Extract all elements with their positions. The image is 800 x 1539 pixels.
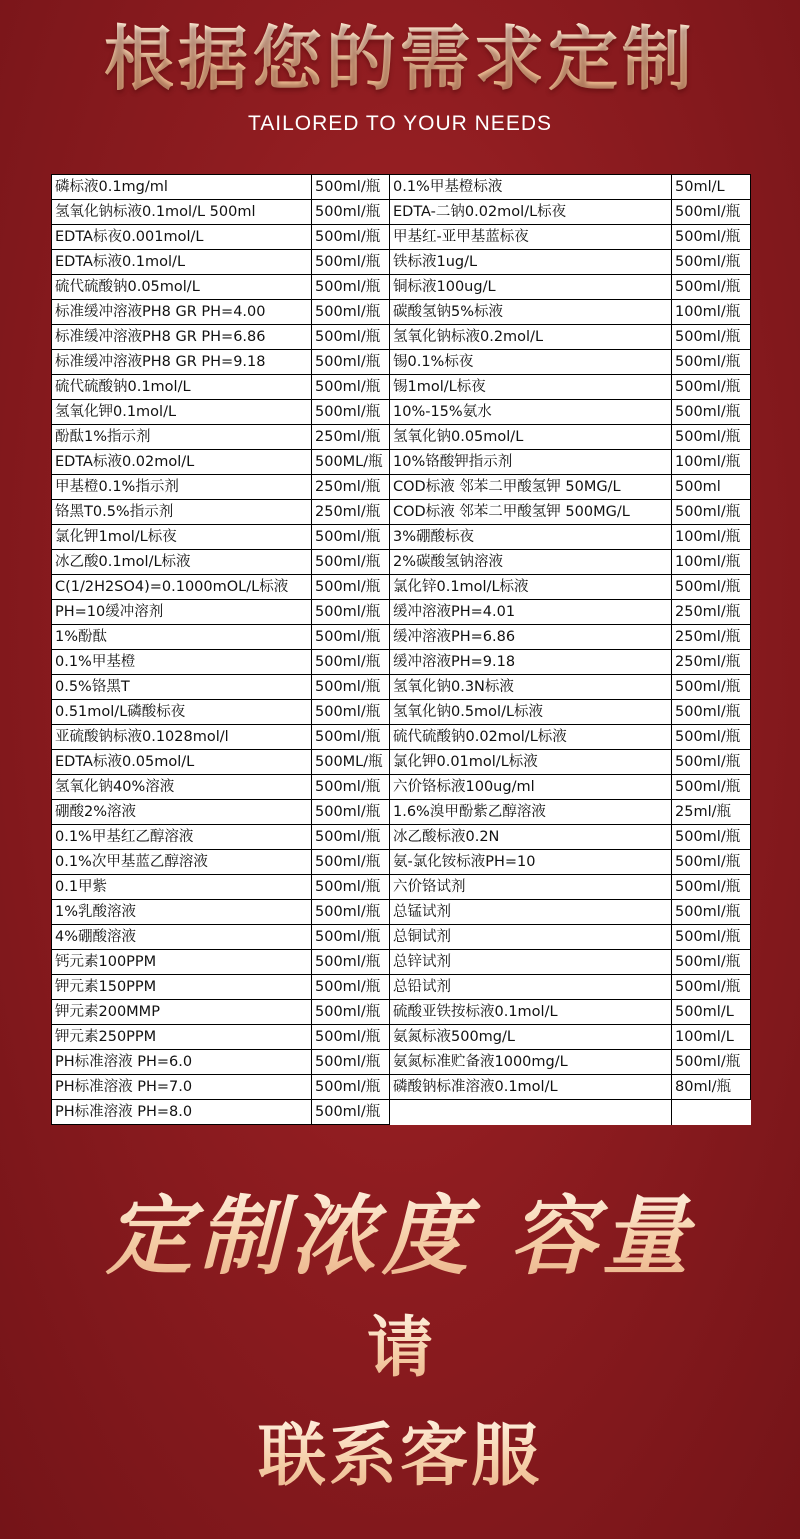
table-row: [52, 775, 751, 800]
product-spec-cell: 250ml/瓶: [672, 625, 751, 650]
table-row: [52, 975, 751, 1000]
table-row: [52, 925, 751, 950]
product-spec-cell: 500ml/瓶: [672, 350, 751, 375]
product-name-cell: 0.1%甲基红乙醇溶液: [52, 825, 312, 850]
product-name-cell: 氢氧化钠标液0.2mol/L: [390, 325, 672, 350]
product-spec-cell: 500ml: [672, 475, 751, 500]
product-spec-cell: 500ml/瓶: [312, 400, 390, 425]
product-spec-cell: 500ml/瓶: [672, 875, 751, 900]
product-name-cell: 六价铬标液100ug/ml: [390, 775, 672, 800]
product-name-cell: 总铜试剂: [390, 925, 672, 950]
product-spec-cell: 500ml/瓶: [312, 925, 390, 950]
table-row: [52, 900, 751, 925]
product-name-cell: 氨-氯化铵标液PH=10: [390, 850, 672, 875]
product-spec-cell: 250ml/瓶: [312, 500, 390, 525]
product-name-cell: 锡0.1%标夜: [390, 350, 672, 375]
product-spec-cell: 500ml/瓶: [672, 725, 751, 750]
product-spec-cell: 500ml/瓶: [672, 575, 751, 600]
table-row: [52, 325, 751, 350]
product-spec-cell: 500ml/瓶: [672, 275, 751, 300]
product-name-cell: 氢氧化钠0.3N标液: [390, 675, 672, 700]
table-row: [52, 550, 751, 575]
product-spec-cell: 500ml/瓶: [672, 225, 751, 250]
product-name-cell: 3%硼酸标夜: [390, 525, 672, 550]
product-spec-cell: 500ml/瓶: [312, 900, 390, 925]
product-name-cell: 氨氮标准贮备液1000mg/L: [390, 1050, 672, 1075]
product-spec-cell: 500ml/瓶: [312, 1075, 390, 1100]
product-name-cell: 硼酸2%溶液: [52, 800, 312, 825]
product-name-cell: EDTA标液0.02mol/L: [52, 450, 312, 475]
product-name-cell: 磷标液0.1mg/ml: [52, 175, 312, 200]
product-name-cell: 硫代硫酸钠0.02mol/L标液: [390, 725, 672, 750]
product-name-cell: COD标液 邻苯二甲酸氢钾 50MG/L: [390, 475, 672, 500]
product-name-cell: 总铅试剂: [390, 975, 672, 1000]
product-spec-cell: 500ml/瓶: [312, 325, 390, 350]
product-name-cell: 缓冲溶液PH=6.86: [390, 625, 672, 650]
table-row: [52, 825, 751, 850]
table-row: [52, 1000, 751, 1025]
product-spec-cell: 500ml/瓶: [672, 1050, 751, 1075]
product-name-cell: 钾元素200MMP: [52, 1000, 312, 1025]
product-spec-cell: 500ml/瓶: [312, 300, 390, 325]
product-name-cell: EDTA-二钠0.02mol/L标夜: [390, 200, 672, 225]
product-name-cell: 甲基橙0.1%指示剂: [52, 475, 312, 500]
product-spec-cell: 500ml/瓶: [312, 1100, 390, 1125]
product-name-cell: 钙元素100PPM: [52, 950, 312, 975]
product-spec-cell: 500ml/瓶: [672, 950, 751, 975]
product-name-cell: 0.5%铬黑T: [52, 675, 312, 700]
table-row: [52, 675, 751, 700]
table-row: [52, 750, 751, 775]
product-name-cell: 缓冲溶液PH=9.18: [390, 650, 672, 675]
product-name-cell: 氯化钾1mol/L标夜: [52, 525, 312, 550]
product-name-cell: 0.1%甲基橙标液: [390, 175, 672, 200]
product-spec-cell: 500ml/瓶: [312, 275, 390, 300]
product-spec-cell: 500ml/瓶: [312, 950, 390, 975]
product-spec-cell: 500ml/瓶: [672, 675, 751, 700]
product-name-cell: 标准缓冲溶液PH8 GR PH=4.00: [52, 300, 312, 325]
please-text: 请: [0, 1306, 800, 1390]
product-name-cell: 氢氧化钠40%溶液: [52, 775, 312, 800]
product-spec-cell: 500ml/瓶: [312, 375, 390, 400]
product-spec-cell: 500ml/瓶: [312, 975, 390, 1000]
page-subtitle: TAILORED TO YOUR NEEDS: [247, 112, 552, 135]
product-spec-cell: 500ml/瓶: [312, 550, 390, 575]
product-name-cell: 冰乙酸0.1mol/L标液: [52, 550, 312, 575]
product-spec-cell: 500ml/瓶: [672, 750, 751, 775]
product-name-cell: [390, 1100, 672, 1125]
table-row: [52, 1025, 751, 1050]
product-spec-cell: 500ml/瓶: [672, 375, 751, 400]
table-row: [52, 700, 751, 725]
product-name-cell: 铬黑T0.5%指示剂: [52, 500, 312, 525]
product-name-cell: 亚硫酸钠标液0.1028mol/l: [52, 725, 312, 750]
product-name-cell: PH标准溶液 PH=7.0: [52, 1075, 312, 1100]
product-spec-cell: 500ml/瓶: [312, 175, 390, 200]
product-spec-cell: 500ml/瓶: [312, 250, 390, 275]
custom-concentration-heading: 定制浓度 容量: [0, 1182, 800, 1292]
table-row: [52, 175, 751, 200]
product-name-cell: 硫代硫酸钠0.1mol/L: [52, 375, 312, 400]
product-spec-cell: 500ml/瓶: [672, 400, 751, 425]
product-name-cell: PH标准溶液 PH=8.0: [52, 1100, 312, 1125]
product-spec-cell: 500ml/瓶: [672, 700, 751, 725]
product-spec-cell: 500ml/L: [672, 1000, 751, 1025]
product-spec-cell: 100ml/L: [672, 1025, 751, 1050]
table-row: [52, 1050, 751, 1075]
table-row: [52, 1100, 751, 1125]
product-name-cell: 2%碳酸氢钠溶液: [390, 550, 672, 575]
product-spec-cell: 500ml/瓶: [672, 775, 751, 800]
table-row: [52, 850, 751, 875]
product-name-cell: 氢氧化钠0.5mol/L标液: [390, 700, 672, 725]
table-row: [52, 400, 751, 425]
product-spec-cell: 500ml/瓶: [312, 825, 390, 850]
product-name-cell: EDTA标液0.05mol/L: [52, 750, 312, 775]
product-spec-cell: 100ml/瓶: [672, 450, 751, 475]
product-name-cell: 铁标液1ug/L: [390, 250, 672, 275]
product-spec-cell: 500ml/瓶: [672, 925, 751, 950]
table-row: [52, 525, 751, 550]
product-spec-cell: 100ml/瓶: [672, 300, 751, 325]
product-spec-cell: 80ml/瓶: [672, 1075, 751, 1100]
product-spec-cell: 100ml/瓶: [672, 550, 751, 575]
product-spec-cell: 500ml/瓶: [672, 200, 751, 225]
product-name-cell: 0.51mol/L磷酸标夜: [52, 700, 312, 725]
product-name-cell: 总锌试剂: [390, 950, 672, 975]
product-name-cell: 甲基红-亚甲基蓝标夜: [390, 225, 672, 250]
product-spec-cell: 500ML/瓶: [312, 450, 390, 475]
table-row: [52, 875, 751, 900]
product-name-cell: COD标液 邻苯二甲酸氢钾 500MG/L: [390, 500, 672, 525]
product-name-cell: PH标准溶液 PH=6.0: [52, 1050, 312, 1075]
product-name-cell: 硫酸亚铁按标液0.1mol/L: [390, 1000, 672, 1025]
table-row: [52, 725, 751, 750]
product-name-cell: 1%乳酸溶液: [52, 900, 312, 925]
product-spec-cell: 100ml/瓶: [672, 525, 751, 550]
product-name-cell: 氯化锌0.1mol/L标液: [390, 575, 672, 600]
product-spec-cell: 500ml/瓶: [312, 200, 390, 225]
table-row: [52, 300, 751, 325]
table-row: [52, 650, 751, 675]
product-spec-cell: 250ml/瓶: [312, 475, 390, 500]
product-name-cell: 氢氧化钠标液0.1mol/L 500ml: [52, 200, 312, 225]
product-name-cell: 1%酚酞: [52, 625, 312, 650]
product-spec-cell: 500ml/瓶: [312, 225, 390, 250]
product-spec-cell: 250ml/瓶: [672, 650, 751, 675]
product-name-cell: 标准缓冲溶液PH8 GR PH=6.86: [52, 325, 312, 350]
product-spec-cell: 500ml/瓶: [672, 850, 751, 875]
product-name-cell: 钾元素250PPM: [52, 1025, 312, 1050]
table-row: [52, 475, 751, 500]
product-spec-cell: [672, 1100, 751, 1125]
product-spec-cell: 500ml/瓶: [312, 525, 390, 550]
page-title: 根据您的需求定制: [0, 14, 800, 104]
product-name-cell: 铜标液100ug/L: [390, 275, 672, 300]
product-name-cell: 缓冲溶液PH=4.01: [390, 600, 672, 625]
product-spec-cell: 500ml/瓶: [312, 775, 390, 800]
product-name-cell: 碳酸氢钠5%标液: [390, 300, 672, 325]
product-spec-cell: 500ml/瓶: [312, 875, 390, 900]
product-name-cell: EDTA标液0.1mol/L: [52, 250, 312, 275]
product-spec-cell: 500ml/瓶: [312, 700, 390, 725]
product-name-cell: 锡1mol/L标夜: [390, 375, 672, 400]
table-row: [52, 350, 751, 375]
product-spec-cell: 500ml/瓶: [312, 1000, 390, 1025]
product-table: [51, 174, 750, 1125]
product-name-cell: 0.1%次甲基蓝乙醇溶液: [52, 850, 312, 875]
table-row: [52, 500, 751, 525]
product-spec-cell: 500ml/瓶: [312, 725, 390, 750]
product-spec-cell: 500ml/瓶: [312, 650, 390, 675]
product-name-cell: 0.1%甲基橙: [52, 650, 312, 675]
product-spec-cell: 500ml/瓶: [672, 900, 751, 925]
product-spec-cell: 50ml/L: [672, 175, 751, 200]
product-spec-cell: 500ml/瓶: [672, 250, 751, 275]
product-spec-cell: 500ml/瓶: [672, 425, 751, 450]
product-name-cell: C(1/2H2SO4)=0.1000mOL/L标液: [52, 575, 312, 600]
product-name-cell: 氯化钾0.01mol/L标液: [390, 750, 672, 775]
product-spec-cell: 500ml/瓶: [672, 975, 751, 1000]
product-spec-cell: 500ml/瓶: [312, 1025, 390, 1050]
product-spec-cell: 500ML/瓶: [312, 750, 390, 775]
product-spec-cell: 500ml/瓶: [312, 800, 390, 825]
product-name-cell: 氢氧化钾0.1mol/L: [52, 400, 312, 425]
product-name-cell: 氢氧化钠0.05mol/L: [390, 425, 672, 450]
product-spec-cell: 500ml/瓶: [312, 1050, 390, 1075]
product-name-cell: 硫代硫酸钠0.05mol/L: [52, 275, 312, 300]
product-name-cell: 酚酞1%指示剂: [52, 425, 312, 450]
product-name-cell: EDTA标夜0.001mol/L: [52, 225, 312, 250]
product-name-cell: 氨氮标液500mg/L: [390, 1025, 672, 1050]
table-row: [52, 375, 751, 400]
product-name-cell: 1.6%溴甲酚紫乙醇溶液: [390, 800, 672, 825]
product-spec-cell: 250ml/瓶: [672, 600, 751, 625]
product-name-cell: 10%-15%氨水: [390, 400, 672, 425]
product-spec-cell: 25ml/瓶: [672, 800, 751, 825]
table-row: [52, 575, 751, 600]
product-spec-cell: 500ml/瓶: [312, 675, 390, 700]
table-row: [52, 600, 751, 625]
product-name-cell: 0.1甲紫: [52, 875, 312, 900]
product-name-cell: 钾元素150PPM: [52, 975, 312, 1000]
table-row: [52, 225, 751, 250]
table-row: [52, 625, 751, 650]
product-name-cell: 总锰试剂: [390, 900, 672, 925]
table-row: [52, 450, 751, 475]
product-spec-cell: 500ml/瓶: [312, 850, 390, 875]
product-spec-cell: 500ml/瓶: [672, 500, 751, 525]
table-row: [52, 800, 751, 825]
product-name-cell: 磷酸钠标准溶液0.1mol/L: [390, 1075, 672, 1100]
product-name-cell: 六价铬试剂: [390, 875, 672, 900]
product-spec-cell: 500ml/瓶: [312, 575, 390, 600]
product-name-cell: 冰乙酸标液0.2N: [390, 825, 672, 850]
product-spec-cell: 250ml/瓶: [312, 425, 390, 450]
product-spec-cell: 500ml/瓶: [312, 350, 390, 375]
table-row: [52, 1075, 751, 1100]
table-row: [52, 425, 751, 450]
table-row: [52, 950, 751, 975]
product-name-cell: 10%铬酸钾指示剂: [390, 450, 672, 475]
table-row: [52, 200, 751, 225]
table-row: [52, 275, 751, 300]
product-spec-cell: 500ml/瓶: [672, 825, 751, 850]
product-spec-cell: 500ml/瓶: [312, 625, 390, 650]
product-spec-cell: 500ml/瓶: [312, 600, 390, 625]
product-name-cell: 标准缓冲溶液PH8 GR PH=9.18: [52, 350, 312, 375]
contact-service-text: 联系客服: [0, 1412, 800, 1502]
product-spec-cell: 500ml/瓶: [672, 325, 751, 350]
table-row: [52, 250, 751, 275]
product-name-cell: PH=10缓冲溶剂: [52, 600, 312, 625]
product-name-cell: 4%硼酸溶液: [52, 925, 312, 950]
